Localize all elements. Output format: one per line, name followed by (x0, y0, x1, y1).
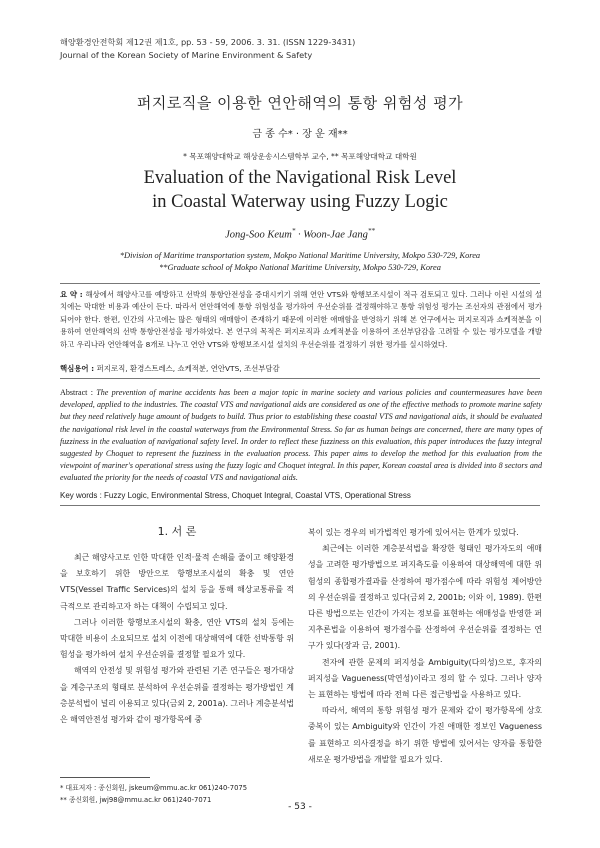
author1-mark: * (291, 227, 296, 235)
english-keywords-text: Fuzzy Logic, Environmental Stress, Choquet Integral, Coastal VTS, Operational Stress (104, 491, 411, 500)
korean-authors: 금 종 수* · 장 운 재** (252, 129, 348, 140)
korean-affiliation: * 목포해양대학교 해상운송시스템학부 교수, ** 목포해양대학교 대학원 (183, 152, 417, 161)
right-paragraph-4: 따라서, 해역의 통항 위험성 평가 문제와 같이 평가항목에 상호 중복이 있는 Ambiguity와 인간이 가진 애매한 정보인 Vagueness를 표현하고 의사결정을 하기 위한 방법에 있어서는 양자를 통합한 새로운 평가방법을 개발할 필요가 있다. (308, 706, 542, 764)
korean-keywords (60, 363, 540, 374)
english-title-line2: in Coastal Waterway using Fuzzy Logic (152, 192, 448, 212)
english-abstract-text: The prevention of marine accidents has been a major topic in marine society and various policies and countermeasures have been developed, applied to the industries. The coastal VTS and navigational aids are considered as one of the effective methods to promote marine safety but they need relatively huge amount of budgets to build. Thus prior to establishing these coastal VTS and navigational aids, it should be evaluated the navigational risk level in the coastal waterways from the Environmental Stress. So far as human beings are concerned, there are many types of fuzziness in the evaluation of navigational safety level. In order to reflect these fuzziness on this evaluation, this paper introduces the fuzzy integral suggested by Choquet to represent the fuzziness in the evaluation process. This paper aims to develop the method for this evaluation from the viewpoint of mariner's operational stress using the fuzzy logic and Choquet integral. In this paper, Korean coastal area is divided into 8 sectors and evaluated the priority for the needs of coastal VTS and navigational aids. (60, 388, 543, 483)
right-paragraph-2: 최근에는 이러한 계층분석법을 확장한 형태인 평가자도의 애매성을 고려한 평가방법으로 퍼지측도를 이용하여 대상해역에 대한 위험성의 종합평가결과를 산정하여 평가점수에 따라 위험성 제어방안의 우선순위를 결정하고 있다(금외 2, 2001b; 이와 이, 1989). 한편 다른 방법으로는 인간이 가지는 정보를 표현하는 애매성을 반영한 퍼지추론법을 이용하여 평가점수를 산정하여 우선순위를 결정하는 연구가 있다(장과 금, 2001). (308, 544, 542, 651)
page-number: - 53 - (288, 802, 312, 812)
english-title-line1: Evaluation of the Navigational Risk Level (143, 168, 457, 188)
footnote-2: ** 종신회원, jwj98@mmu.ac.kr 061)240-7071 (60, 796, 212, 804)
english-authors (0, 227, 600, 241)
english-affiliation-2: **Graduate school of Mokpo National Maritime University, Mokpo 530-729, Korea (159, 263, 441, 272)
english-abstract-label: Abstract : (60, 388, 97, 397)
left-paragraph-3: 해역의 안전성 및 위험성 평가와 관련된 기존 연구들은 평가대상을 계층구조의 형태로 분석하여 우선순위를 결정하는 평가방법인 계층분석법이 널리 이용되고 있다(금외 2, 2001a). 그러나 계층분석법은 해역안전성 평가와 같이 평가항목에 중 (60, 666, 294, 725)
english-keywords (60, 491, 540, 500)
section-heading: 1. 서 론 (157, 525, 197, 538)
left-paragraph-2: 그러나 이러한 항행보조시설의 확충, 연안 VTS의 설치 등에는 막대한 비용이 소요되므로 설치 이전에 대상해역에 대한 선박통항 위험성을 평가하여 설치 우선순위를 결정할 필요가 있다. (60, 617, 294, 660)
korean-keywords-label: 핵심용어 : (60, 364, 97, 373)
author2-mark: ** (367, 227, 375, 235)
english-keywords-label: Key words : (60, 491, 105, 500)
left-paragraph-1: 최근 해양사고로 인한 막대한 인적·물적 손해를 줄이고 해양환경을 보호하기 위한 방안으로 항행보조시설의 확충 및 연안 VTS(Vessel Traffic Services)의 설치 등을 통해 해상교통류를 적극적으로 관리하고자 하는 대책이 수립되고 있다. (60, 553, 294, 611)
author-separator: · (295, 229, 304, 241)
divider-bottom (60, 505, 540, 506)
right-paragraph-1: 복이 있는 경우의 비가법적인 평가에 있어서는 한계가 있었다. (308, 528, 519, 537)
right-paragraph-3: 전자에 관한 문제의 퍼지성을 Ambiguity(다의성)으로, 후자의 퍼지성을 Vagueness(막연성)이라고 정의 할 수 있다. 그러나 양자는 표현하는 방법에 따라 전혀 다른 접근방법을 사용하고 있다. (308, 657, 542, 700)
divider-top (60, 283, 540, 284)
english-abstract (60, 387, 542, 485)
korean-abstract-text: 해상에서 해양사고를 예방하고 선박의 통항안전성을 증대시키기 위해 연안 VTS와 항행보조시설이 적극 검토되고 있다. 그러나 이런 시설의 설치에는 막대한 비용과 예산이 든다. 따라서 연안해역에 통항 위험성을 평가하여 우선순위를 결정해야하고 통항 위험성 평가는 조선자의 관점에서 평가되어야 한다. 한편, 인간의 사고에는 많은 형태의 애매함이 존재하기 때문에 이러한 애매함을 반영하기 위해 본 연구에서는 퍼지로직과 쇼케적분을 이용하여 연안해역의 선박 통항안전성을 평가하였다. 본 연구의 목적은 퍼지로직과 쇼케적분을 이용하여 조선부담감을 고려할 수 있는 평가모델을 개발하고 우리나라 연안해역을 8개로 나누고 연안 VTS와 항행보조시설 설치의 우선순위를 결정하기 위한 평가를 실시하였다. (60, 290, 542, 349)
korean-keywords-text: 퍼지로직, 환경스트레스, 쇼케적분, 연안VTS, 조선부담감 (96, 364, 280, 373)
footnote-1: * 대표저자 : 종신회원, jskeum@mmu.ac.kr 061)240-7075 (60, 784, 248, 792)
author2-name: Woon-Jae Jang (303, 229, 368, 241)
journal-citation: 해양환경안전학회 제12권 제1호, pp. 53 - 59, 2006. 3. 31. (ISSN 1229-3431) (60, 37, 356, 47)
korean-abstract-label: 요 약 : (60, 290, 86, 299)
korean-abstract (60, 289, 542, 351)
left-column (60, 550, 294, 728)
author1-name: Jong-Soo Keum (225, 229, 292, 241)
english-affiliation-1: *Division of Maritime transportation system, Mokpo National Maritime University, Mokpo 530-729, Korea (119, 251, 481, 260)
right-column (308, 525, 542, 768)
journal-name: Journal of the Korean Society of Marine Environment & Safety (60, 50, 313, 60)
footnote-rule (60, 777, 150, 778)
divider-middle (60, 378, 540, 379)
korean-title: 퍼지로직을 이용한 연안해역의 통항 위험성 평가 (136, 94, 464, 112)
